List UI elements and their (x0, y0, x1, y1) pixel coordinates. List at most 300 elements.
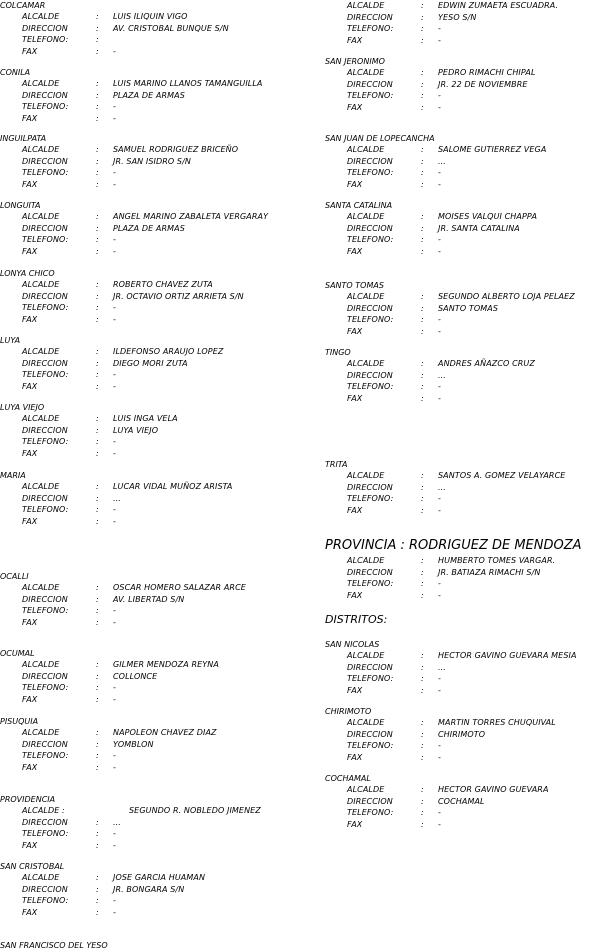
right-6-direccion-label: DIRECCION (347, 482, 393, 492)
left-9-alcalde-colon: : (96, 660, 99, 669)
district-name: SAN CRISTOBAL (0, 862, 65, 871)
left-7-telefono-value: - (113, 505, 116, 514)
left-5-telefono-value: - (113, 370, 116, 379)
left-10-direccion-colon: : (96, 739, 99, 749)
right-3-telefono-label: TELEFONO: (347, 235, 394, 244)
prov-dist-2-alcalde-value: HECTOR GAVINO GUEVARA (438, 785, 549, 794)
right-1-direccion-value: JR. 22 DE NOVIEMBRE (438, 79, 528, 89)
right-2-fax-value: - (438, 179, 441, 189)
left-4-telefono-label: TELEFONO: (22, 303, 69, 312)
right-1-fax-value: - (438, 102, 441, 112)
right-0-telefono-value: - (438, 24, 441, 33)
prov-dist-0-alcalde-colon: : (421, 651, 424, 660)
left-7-direccion-colon: : (96, 493, 99, 503)
left-8-telefono-colon: : (96, 606, 99, 615)
left-8-telefono-value: - (113, 606, 116, 615)
right-2-direccion-colon: : (421, 156, 424, 166)
left-11-direccion-value: ... (113, 817, 121, 827)
left-4-direccion-colon: : (96, 291, 99, 301)
left-3-telefono-value: - (113, 235, 116, 244)
left-5-telefono-label: TELEFONO: (22, 370, 69, 379)
left-12-direccion-colon: : (96, 884, 99, 894)
right-4-fax-colon: : (421, 326, 424, 336)
right-2-fax-label: FAX (347, 179, 363, 189)
right-3-telefono-colon: : (421, 235, 424, 244)
left-10-alcalde-value: NAPOLEON CHAVEZ DIAZ (113, 728, 217, 737)
district-name: COLCAMAR (0, 1, 46, 10)
prov-dist-0-direccion-value: ... (438, 662, 446, 672)
prov-dist-1-fax-colon: : (421, 752, 424, 762)
left-12-fax-label: FAX (22, 907, 38, 917)
prov-dist-1-alcalde-label: ALCALDE (347, 718, 385, 727)
right-0-fax-value: - (438, 35, 441, 45)
left-0-fax-colon: : (96, 46, 99, 56)
left-1-telefono-label: TELEFONO: (22, 102, 69, 111)
left-6-alcalde-value: LUIS INGA VELA (113, 414, 178, 423)
right-1-direccion-label: DIRECCION (347, 79, 393, 89)
left-3-telefono-colon: : (96, 235, 99, 244)
district-name: CHIRIMOTO (325, 707, 372, 716)
left-7-alcalde-colon: : (96, 482, 99, 491)
right-3-fax-colon: : (421, 246, 424, 256)
left-0-alcalde-label: ALCALDE (22, 12, 60, 21)
province-0-telefono-value: - (438, 579, 441, 588)
right-5-direccion-value: ... (438, 370, 446, 380)
district-name: COCHAMAL (325, 774, 371, 783)
left-8-fax-value: - (113, 617, 116, 627)
prov-dist-2-telefono-colon: : (421, 808, 424, 817)
left-8-alcalde-value: OSCAR HOMERO SALAZAR ARCE (113, 583, 246, 592)
left-10-fax-label: FAX (22, 762, 38, 772)
left-6-telefono-label: TELEFONO: (22, 437, 69, 446)
left-8-fax-colon: : (96, 617, 99, 627)
right-5-fax-label: FAX (347, 393, 363, 403)
left-11-alcalde-value: SEGUNDO R. NOBLEDO JIMENEZ (129, 806, 261, 815)
left-9-alcalde-label: ALCALDE (22, 660, 60, 669)
left-10-alcalde-colon: : (96, 728, 99, 737)
province-0-telefono-label: TELEFONO: (347, 579, 394, 588)
prov-dist-2-alcalde-colon: : (421, 785, 424, 794)
right-4-telefono-colon: : (421, 315, 424, 324)
right-4-fax-label: FAX (347, 326, 363, 336)
left-11-telefono-value: - (113, 829, 116, 838)
district-name: SAN JUAN DE LOPECANCHA (325, 134, 435, 143)
right-1-telefono-value: - (438, 91, 441, 100)
left-12-direccion-value: JR. BONGARA S/N (113, 884, 185, 894)
left-5-fax-label: FAX (22, 381, 38, 391)
prov-dist-1-alcalde-colon: : (421, 718, 424, 727)
left-7-fax-label: FAX (22, 516, 38, 526)
prov-dist-0-telefono-label: TELEFONO: (347, 674, 394, 683)
left-5-telefono-colon: : (96, 370, 99, 379)
prov-dist-1-direccion-label: DIRECCION (347, 729, 393, 739)
district-name: CONILA (0, 68, 31, 77)
left-2-direccion-label: DIRECCION (22, 156, 68, 166)
left-0-fax-value: - (113, 46, 116, 56)
left-4-direccion-label: DIRECCION (22, 291, 68, 301)
prov-dist-2-fax-colon: : (421, 819, 424, 829)
left-9-direccion-colon: : (96, 671, 99, 681)
district-name: SAN NICOLAS (325, 640, 380, 649)
right-3-fax-label: FAX (347, 246, 363, 256)
left-11-direccion-label: DIRECCION (22, 817, 68, 827)
left-12-alcalde-value: JOSE GARCIA HUAMAN (113, 873, 206, 882)
right-2-telefono-colon: : (421, 168, 424, 177)
left-2-alcalde-label: ALCALDE (22, 145, 60, 154)
left-8-fax-label: FAX (22, 617, 38, 627)
right-5-telefono-value: - (438, 382, 441, 391)
left-6-direccion-colon: : (96, 425, 99, 435)
prov-dist-1-telefono-colon: : (421, 741, 424, 750)
right-2-fax-colon: : (421, 179, 424, 189)
right-3-alcalde-value: MOISES VALQUI CHAPPA (438, 212, 538, 221)
left-3-direccion-value: PLAZA DE ARMAS (113, 223, 185, 233)
left-3-fax-value: - (113, 246, 116, 256)
district-name: OCALLI (0, 572, 29, 581)
prov-dist-0-fax-colon: : (421, 685, 424, 695)
left-4-alcalde-label: ALCALDE (22, 280, 60, 289)
left-12-fax-colon: : (96, 907, 99, 917)
left-4-fax-colon: : (96, 314, 99, 324)
district-name: LONYA CHICO (0, 269, 55, 278)
left-0-alcalde-colon: : (96, 12, 99, 21)
prov-dist-1-fax-value: - (438, 752, 441, 762)
right-0-direccion-value: YESO S/N (438, 12, 477, 22)
district-name: SAN FRANCISCO DEL YESO (0, 941, 108, 950)
left-1-direccion-value: PLAZA DE ARMAS (113, 90, 185, 100)
right-6-telefono-label: TELEFONO: (347, 494, 394, 503)
left-10-alcalde-label: ALCALDE (22, 728, 60, 737)
left-9-alcalde-value: GILMER MENDOZA REYNA (113, 660, 219, 669)
right-5-fax-colon: : (421, 393, 424, 403)
left-3-fax-label: FAX (22, 246, 38, 256)
left-1-alcalde-colon: : (96, 79, 99, 88)
district-name: TINGO (325, 348, 351, 357)
left-1-fax-label: FAX (22, 113, 38, 123)
prov-dist-0-fax-value: - (438, 685, 441, 695)
right-2-telefono-label: TELEFONO: (347, 168, 394, 177)
left-4-telefono-colon: : (96, 303, 99, 312)
left-3-direccion-colon: : (96, 223, 99, 233)
left-8-direccion-colon: : (96, 594, 99, 604)
right-0-fax-colon: : (421, 35, 424, 45)
prov-dist-0-alcalde-value: HECTOR GAVINO GUEVARA MESIA (438, 651, 577, 660)
left-10-fax-colon: : (96, 762, 99, 772)
left-3-alcalde-colon: : (96, 212, 99, 221)
right-2-direccion-label: DIRECCION (347, 156, 393, 166)
left-6-telefono-colon: : (96, 437, 99, 446)
district-name: MARIA (0, 471, 26, 480)
left-6-fax-label: FAX (22, 448, 38, 458)
left-7-alcalde-label: ALCALDE (22, 482, 60, 491)
left-2-fax-label: FAX (22, 179, 38, 189)
left-6-telefono-value: - (113, 437, 116, 446)
prov-dist-0-alcalde-label: ALCALDE (347, 651, 385, 660)
province-0-fax-colon: : (421, 590, 424, 600)
left-0-direccion-value: AV. CRISTOBAL BUNQUE S/N (113, 23, 229, 33)
right-3-alcalde-colon: : (421, 212, 424, 221)
left-1-direccion-label: DIRECCION (22, 90, 68, 100)
left-11-telefono-label: TELEFONO: (22, 829, 69, 838)
left-2-telefono-label: TELEFONO: (22, 168, 69, 177)
prov-dist-0-fax-label: FAX (347, 685, 363, 695)
left-9-telefono-colon: : (96, 683, 99, 692)
province-0-direccion-colon: : (421, 567, 424, 577)
left-0-alcalde-value: LUIS ILIQUIN VIGO (113, 12, 188, 21)
province-0-alcalde-colon: : (421, 556, 424, 565)
right-6-telefono-colon: : (421, 494, 424, 503)
left-7-fax-colon: : (96, 516, 99, 526)
left-4-alcalde-colon: : (96, 280, 99, 289)
left-8-direccion-label: DIRECCION (22, 594, 68, 604)
prov-dist-0-telefono-value: - (438, 674, 441, 683)
left-6-direccion-value: LUYA VIEJO (113, 425, 159, 435)
left-1-fax-value: - (113, 113, 116, 123)
left-8-telefono-label: TELEFONO: (22, 606, 69, 615)
left-12-telefono-value: - (113, 896, 116, 905)
province-0-direccion-label: DIRECCION (347, 567, 393, 577)
left-2-fax-colon: : (96, 179, 99, 189)
left-11-fax-label: FAX (22, 840, 38, 850)
district-name: SANTO TOMAS (325, 281, 384, 290)
left-0-fax-label: FAX (22, 46, 38, 56)
right-0-direccion-colon: : (421, 12, 424, 22)
left-11-telefono-colon: : (96, 829, 99, 838)
right-4-fax-value: - (438, 326, 441, 336)
left-5-alcalde-value: ILDEFONSO ARAUJO LOPEZ (113, 347, 224, 356)
right-1-alcalde-label: ALCALDE (347, 68, 385, 77)
left-11-fax-value: - (113, 840, 116, 850)
province-0-telefono-colon: : (421, 579, 424, 588)
left-12-alcalde-label: ALCALDE (22, 873, 60, 882)
left-7-direccion-label: DIRECCION (22, 493, 68, 503)
distritos-title: DISTRITOS: (325, 613, 388, 626)
prov-dist-1-direccion-value: CHIRIMOTO (438, 729, 486, 739)
right-6-alcalde-colon: : (421, 471, 424, 480)
district-name: LUYA VIEJO (0, 403, 45, 412)
left-3-alcalde-value: ANGEL MARINO ZABALETA VERGARAY (113, 212, 269, 221)
left-0-direccion-label: DIRECCION (22, 23, 68, 33)
left-1-alcalde-label: ALCALDE (22, 79, 60, 88)
right-3-direccion-colon: : (421, 223, 424, 233)
right-1-fax-label: FAX (347, 102, 363, 112)
left-1-alcalde-value: LUIS MARINO LLANOS TAMANGUILLA (113, 79, 263, 88)
right-0-alcalde-value: EDWIN ZUMAETA ESCUADRA. (438, 1, 559, 10)
left-5-direccion-value: DIEGO MORI ZUTA (113, 358, 188, 368)
left-7-telefono-label: TELEFONO: (22, 505, 69, 514)
right-5-telefono-colon: : (421, 382, 424, 391)
right-1-telefono-colon: : (421, 91, 424, 100)
left-11-direccion-colon: : (96, 817, 99, 827)
right-3-direccion-label: DIRECCION (347, 223, 393, 233)
prov-dist-2-fax-value: - (438, 819, 441, 829)
right-5-alcalde-value: ANDRES AÑAZCO CRUZ (438, 359, 535, 368)
right-1-fax-colon: : (421, 102, 424, 112)
prov-dist-0-direccion-label: DIRECCION (347, 662, 393, 672)
prov-dist-2-alcalde-label: ALCALDE (347, 785, 385, 794)
left-5-alcalde-label: ALCALDE (22, 347, 60, 356)
left-9-direccion-value: COLLONCE (113, 671, 158, 681)
left-2-alcalde-colon: : (96, 145, 99, 154)
right-0-alcalde-colon: : (421, 1, 424, 10)
left-1-telefono-colon: : (96, 102, 99, 111)
right-4-alcalde-value: SEGUNDO ALBERTO LOJA PELAEZ (438, 292, 575, 301)
left-11-alcalde-label: ALCALDE : (22, 806, 65, 815)
left-8-alcalde-label: ALCALDE (22, 583, 60, 592)
left-6-alcalde-colon: : (96, 414, 99, 423)
left-11-fax-colon: : (96, 840, 99, 850)
right-1-alcalde-colon: : (421, 68, 424, 77)
left-9-telefono-value: - (113, 683, 116, 692)
right-5-alcalde-colon: : (421, 359, 424, 368)
right-5-direccion-colon: : (421, 370, 424, 380)
prov-dist-2-fax-label: FAX (347, 819, 363, 829)
right-4-telefono-label: TELEFONO: (347, 315, 394, 324)
left-5-fax-value: - (113, 381, 116, 391)
left-6-alcalde-label: ALCALDE (22, 414, 60, 423)
left-6-fax-value: - (113, 448, 116, 458)
left-2-telefono-colon: : (96, 168, 99, 177)
left-12-direccion-label: DIRECCION (22, 884, 68, 894)
district-name: OCUMAL (0, 649, 35, 658)
left-9-direccion-label: DIRECCION (22, 671, 68, 681)
right-0-telefono-colon: : (421, 24, 424, 33)
prov-dist-1-telefono-label: TELEFONO: (347, 741, 394, 750)
district-name: LUYA (0, 336, 21, 345)
right-3-direccion-value: JR. SANTA CATALINA (438, 223, 520, 233)
prov-dist-1-alcalde-value: MARTIN TORRES CHUQUIVAL (438, 718, 556, 727)
left-9-fax-value: - (113, 694, 116, 704)
province-0-fax-label: FAX (347, 590, 363, 600)
prov-dist-2-telefono-label: TELEFONO: (347, 808, 394, 817)
left-6-fax-colon: : (96, 448, 99, 458)
left-7-fax-value: - (113, 516, 116, 526)
left-12-telefono-colon: : (96, 896, 99, 905)
right-5-alcalde-label: ALCALDE (347, 359, 385, 368)
left-8-alcalde-colon: : (96, 583, 99, 592)
left-10-telefono-value: - (113, 751, 116, 760)
left-3-alcalde-label: ALCALDE (22, 212, 60, 221)
left-10-fax-value: - (113, 762, 116, 772)
left-4-alcalde-value: ROBERTO CHAVEZ ZUTA (113, 280, 213, 289)
right-5-fax-value: - (438, 393, 441, 403)
province-title: PROVINCIA : RODRIGUEZ DE MENDOZA (325, 538, 582, 553)
left-0-direccion-colon: : (96, 23, 99, 33)
district-name: PISUQUIA (0, 717, 39, 726)
left-9-telefono-label: TELEFONO: (22, 683, 69, 692)
left-3-telefono-label: TELEFONO: (22, 235, 69, 244)
right-6-telefono-value: - (438, 494, 441, 503)
prov-dist-1-fax-label: FAX (347, 752, 363, 762)
left-4-fax-value: - (113, 314, 116, 324)
province-0-alcalde-label: ALCALDE (347, 556, 385, 565)
right-6-direccion-value: ... (438, 482, 446, 492)
prov-dist-2-direccion-value: COCHAMAL (438, 796, 485, 806)
right-6-alcalde-value: SANTOS A. GOMEZ VELAYARCE (438, 471, 566, 480)
right-1-direccion-colon: : (421, 79, 424, 89)
right-5-telefono-label: TELEFONO: (347, 382, 394, 391)
left-9-fax-label: FAX (22, 694, 38, 704)
prov-dist-2-direccion-colon: : (421, 796, 424, 806)
right-6-direccion-colon: : (421, 482, 424, 492)
right-2-direccion-value: ... (438, 156, 446, 166)
left-10-telefono-label: TELEFONO: (22, 751, 69, 760)
right-3-alcalde-label: ALCALDE (347, 212, 385, 221)
left-4-fax-label: FAX (22, 314, 38, 324)
left-2-alcalde-value: SAMUEL RODRIGUEZ BRICEÑO (113, 145, 239, 154)
right-4-alcalde-colon: : (421, 292, 424, 301)
left-7-direccion-value: ... (113, 493, 121, 503)
left-12-fax-value: - (113, 907, 116, 917)
prov-dist-0-telefono-colon: : (421, 674, 424, 683)
right-5-direccion-label: DIRECCION (347, 370, 393, 380)
right-4-direccion-label: DIRECCION (347, 303, 393, 313)
left-3-fax-colon: : (96, 246, 99, 256)
district-name: SAN JERONIMO (325, 57, 385, 66)
left-10-direccion-label: DIRECCION (22, 739, 68, 749)
district-name: SANTA CATALINA (325, 201, 393, 210)
left-10-telefono-colon: : (96, 751, 99, 760)
prov-dist-0-direccion-colon: : (421, 662, 424, 672)
left-4-telefono-value: - (113, 303, 116, 312)
left-3-direccion-label: DIRECCION (22, 223, 68, 233)
left-1-telefono-value: - (113, 102, 116, 111)
left-2-telefono-value: - (113, 168, 116, 177)
left-5-direccion-label: DIRECCION (22, 358, 68, 368)
right-6-fax-colon: : (421, 505, 424, 515)
right-2-alcalde-colon: : (421, 145, 424, 154)
prov-dist-2-direccion-label: DIRECCION (347, 796, 393, 806)
right-3-fax-value: - (438, 246, 441, 256)
left-2-fax-value: - (113, 179, 116, 189)
right-4-direccion-value: SANTO TOMAS (438, 303, 498, 313)
prov-dist-1-telefono-value: - (438, 741, 441, 750)
left-10-direccion-value: YOMBLON (113, 739, 154, 749)
district-name: TRITA (325, 460, 348, 469)
prov-dist-1-direccion-colon: : (421, 729, 424, 739)
province-0-fax-value: - (438, 590, 441, 600)
left-1-fax-colon: : (96, 113, 99, 123)
right-1-alcalde-value: PEDRO RIMACHI CHIPAL (438, 68, 536, 77)
right-0-telefono-label: TELEFONO: (347, 24, 394, 33)
right-4-direccion-colon: : (421, 303, 424, 313)
left-4-direccion-value: JR. OCTAVIO ORTIZ ARRIETA S/N (113, 291, 244, 301)
left-7-alcalde-value: LUCAR VIDAL MUÑOZ ARISTA (113, 482, 233, 491)
right-6-fax-value: - (438, 505, 441, 515)
left-7-telefono-colon: : (96, 505, 99, 514)
left-12-alcalde-colon: : (96, 873, 99, 882)
prov-dist-2-telefono-value: - (438, 808, 441, 817)
left-2-direccion-colon: : (96, 156, 99, 166)
right-0-alcalde-label: ALCALDE (347, 1, 385, 10)
right-2-alcalde-value: SALOME GUTIERREZ VEGA (438, 145, 547, 154)
left-0-telefono-colon: : (96, 35, 99, 44)
right-2-telefono-value: - (438, 168, 441, 177)
district-name: PROVIDENCIA (0, 795, 56, 804)
right-3-telefono-value: - (438, 235, 441, 244)
left-6-direccion-label: DIRECCION (22, 425, 68, 435)
left-12-telefono-label: TELEFONO: (22, 896, 69, 905)
left-2-direccion-value: JR. SAN ISIDRO S/N (113, 156, 191, 166)
left-5-alcalde-colon: : (96, 347, 99, 356)
left-8-direccion-value: AV. LIBERTAD S/N (113, 594, 185, 604)
right-1-telefono-label: TELEFONO: (347, 91, 394, 100)
district-name: LONGUITA (0, 201, 41, 210)
district-name: INGUILPATA (0, 134, 47, 143)
right-0-direccion-label: DIRECCION (347, 12, 393, 22)
right-2-alcalde-label: ALCALDE (347, 145, 385, 154)
right-4-alcalde-label: ALCALDE (347, 292, 385, 301)
